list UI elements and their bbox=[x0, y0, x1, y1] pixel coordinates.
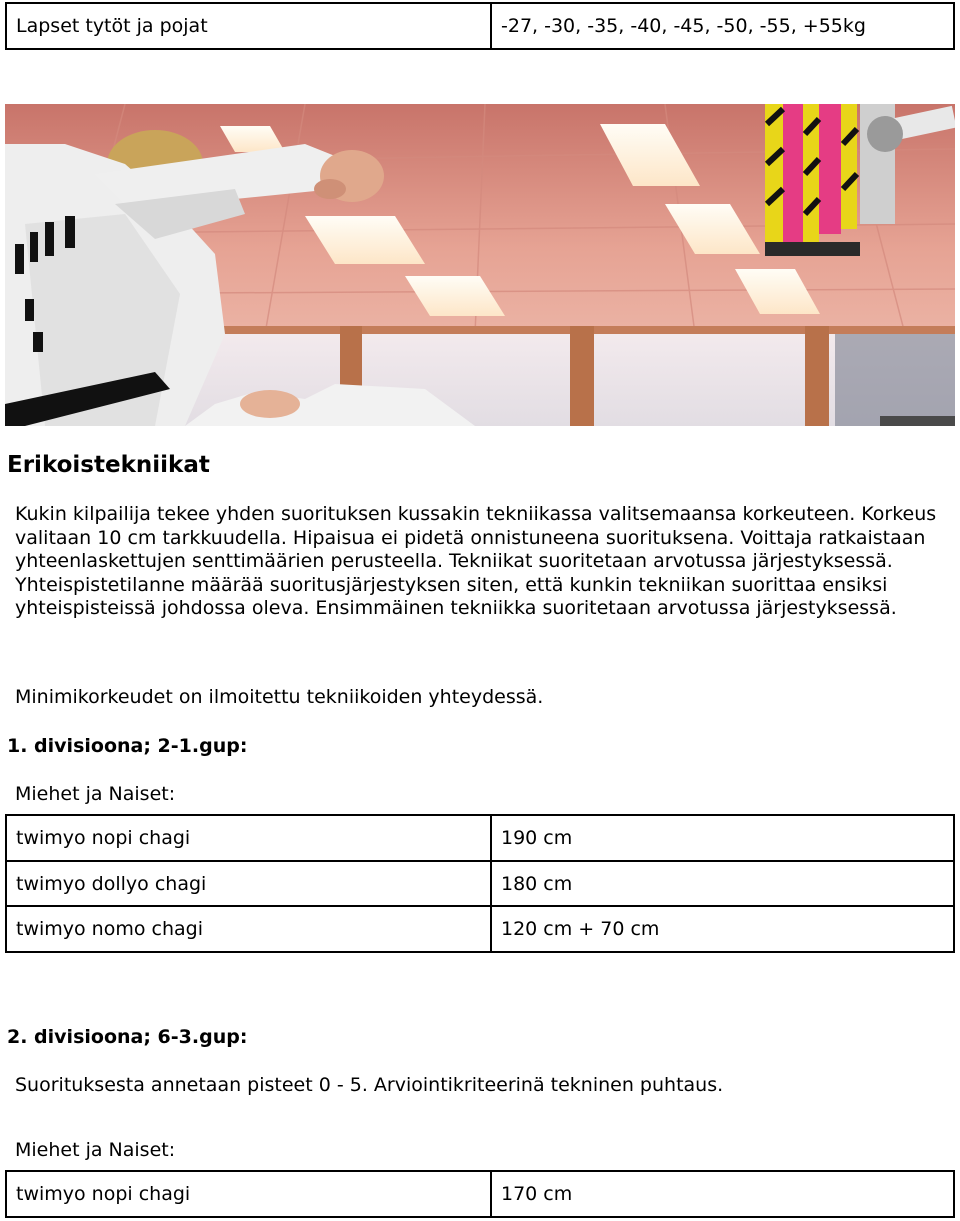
division-2-scoring-text: Suorituksesta annetaan pisteet 0 - 5. Arviointikriteerinä tekninen puhtaus. bbox=[15, 1074, 724, 1096]
table-row bbox=[6, 906, 954, 952]
technique-cell: twimyo nomo chagi bbox=[6, 906, 491, 952]
table-row bbox=[6, 815, 954, 861]
table-row bbox=[6, 3, 954, 49]
technique-cell: twimyo nopi chagi bbox=[6, 815, 491, 861]
section-title: Erikoistekniikat bbox=[7, 452, 210, 478]
technique-cell: twimyo nopi chagi bbox=[6, 1171, 491, 1217]
height-cell: 120 cm + 70 cm bbox=[491, 906, 954, 952]
weight-class-label: Lapset tytöt ja pojat bbox=[6, 3, 491, 49]
weight-class-values: -27, -30, -35, -40, -45, -50, -55, +55kg bbox=[491, 3, 954, 49]
table-row bbox=[6, 1171, 954, 1217]
technique-cell: twimyo dollyo chagi bbox=[6, 861, 491, 906]
weight-class-table bbox=[5, 2, 955, 50]
taekwondo-jump-photo bbox=[5, 104, 955, 426]
height-cell: 190 cm bbox=[491, 815, 954, 861]
table-row bbox=[6, 861, 954, 906]
division-1-title: 1. divisioona; 2-1.gup: bbox=[7, 735, 248, 757]
intro-paragraph: Kukin kilpailija tekee yhden suorituksen kussakin tekniikassa valitsemaansa korkeuteen. Korkeus valitaan 10 cm tarkkuudella. Hipaisua ei pidetä onnistuneena suorituksena. Voittaja ratkaistaan yhteenlaskettujen senttimäärien perusteella. Tekniikat suoritetaan arvotussa järjestyksessä. Yhteispistetilanne määrää suoritusjärjestyksen siten, että kunkin tekniikan suorittaa ensiksi yhteispisteissä johdossa oleva. Ensimmäinen tekniikka suoritetaan arvotussa järjestyksessä. bbox=[15, 503, 937, 620]
division-1-group-label: Miehet ja Naiset: bbox=[15, 783, 176, 805]
height-cell: 180 cm bbox=[491, 861, 954, 906]
division-2-heights-table bbox=[5, 1170, 955, 1218]
min-heights-note: Minimikorkeudet on ilmoitettu tekniikoiden yhteydessä. bbox=[15, 686, 544, 708]
division-2-title: 2. divisioona; 6-3.gup: bbox=[7, 1026, 248, 1048]
division-2-group-label: Miehet ja Naiset: bbox=[15, 1139, 176, 1161]
height-cell: 170 cm bbox=[491, 1171, 954, 1217]
division-1-heights-table bbox=[5, 814, 955, 953]
